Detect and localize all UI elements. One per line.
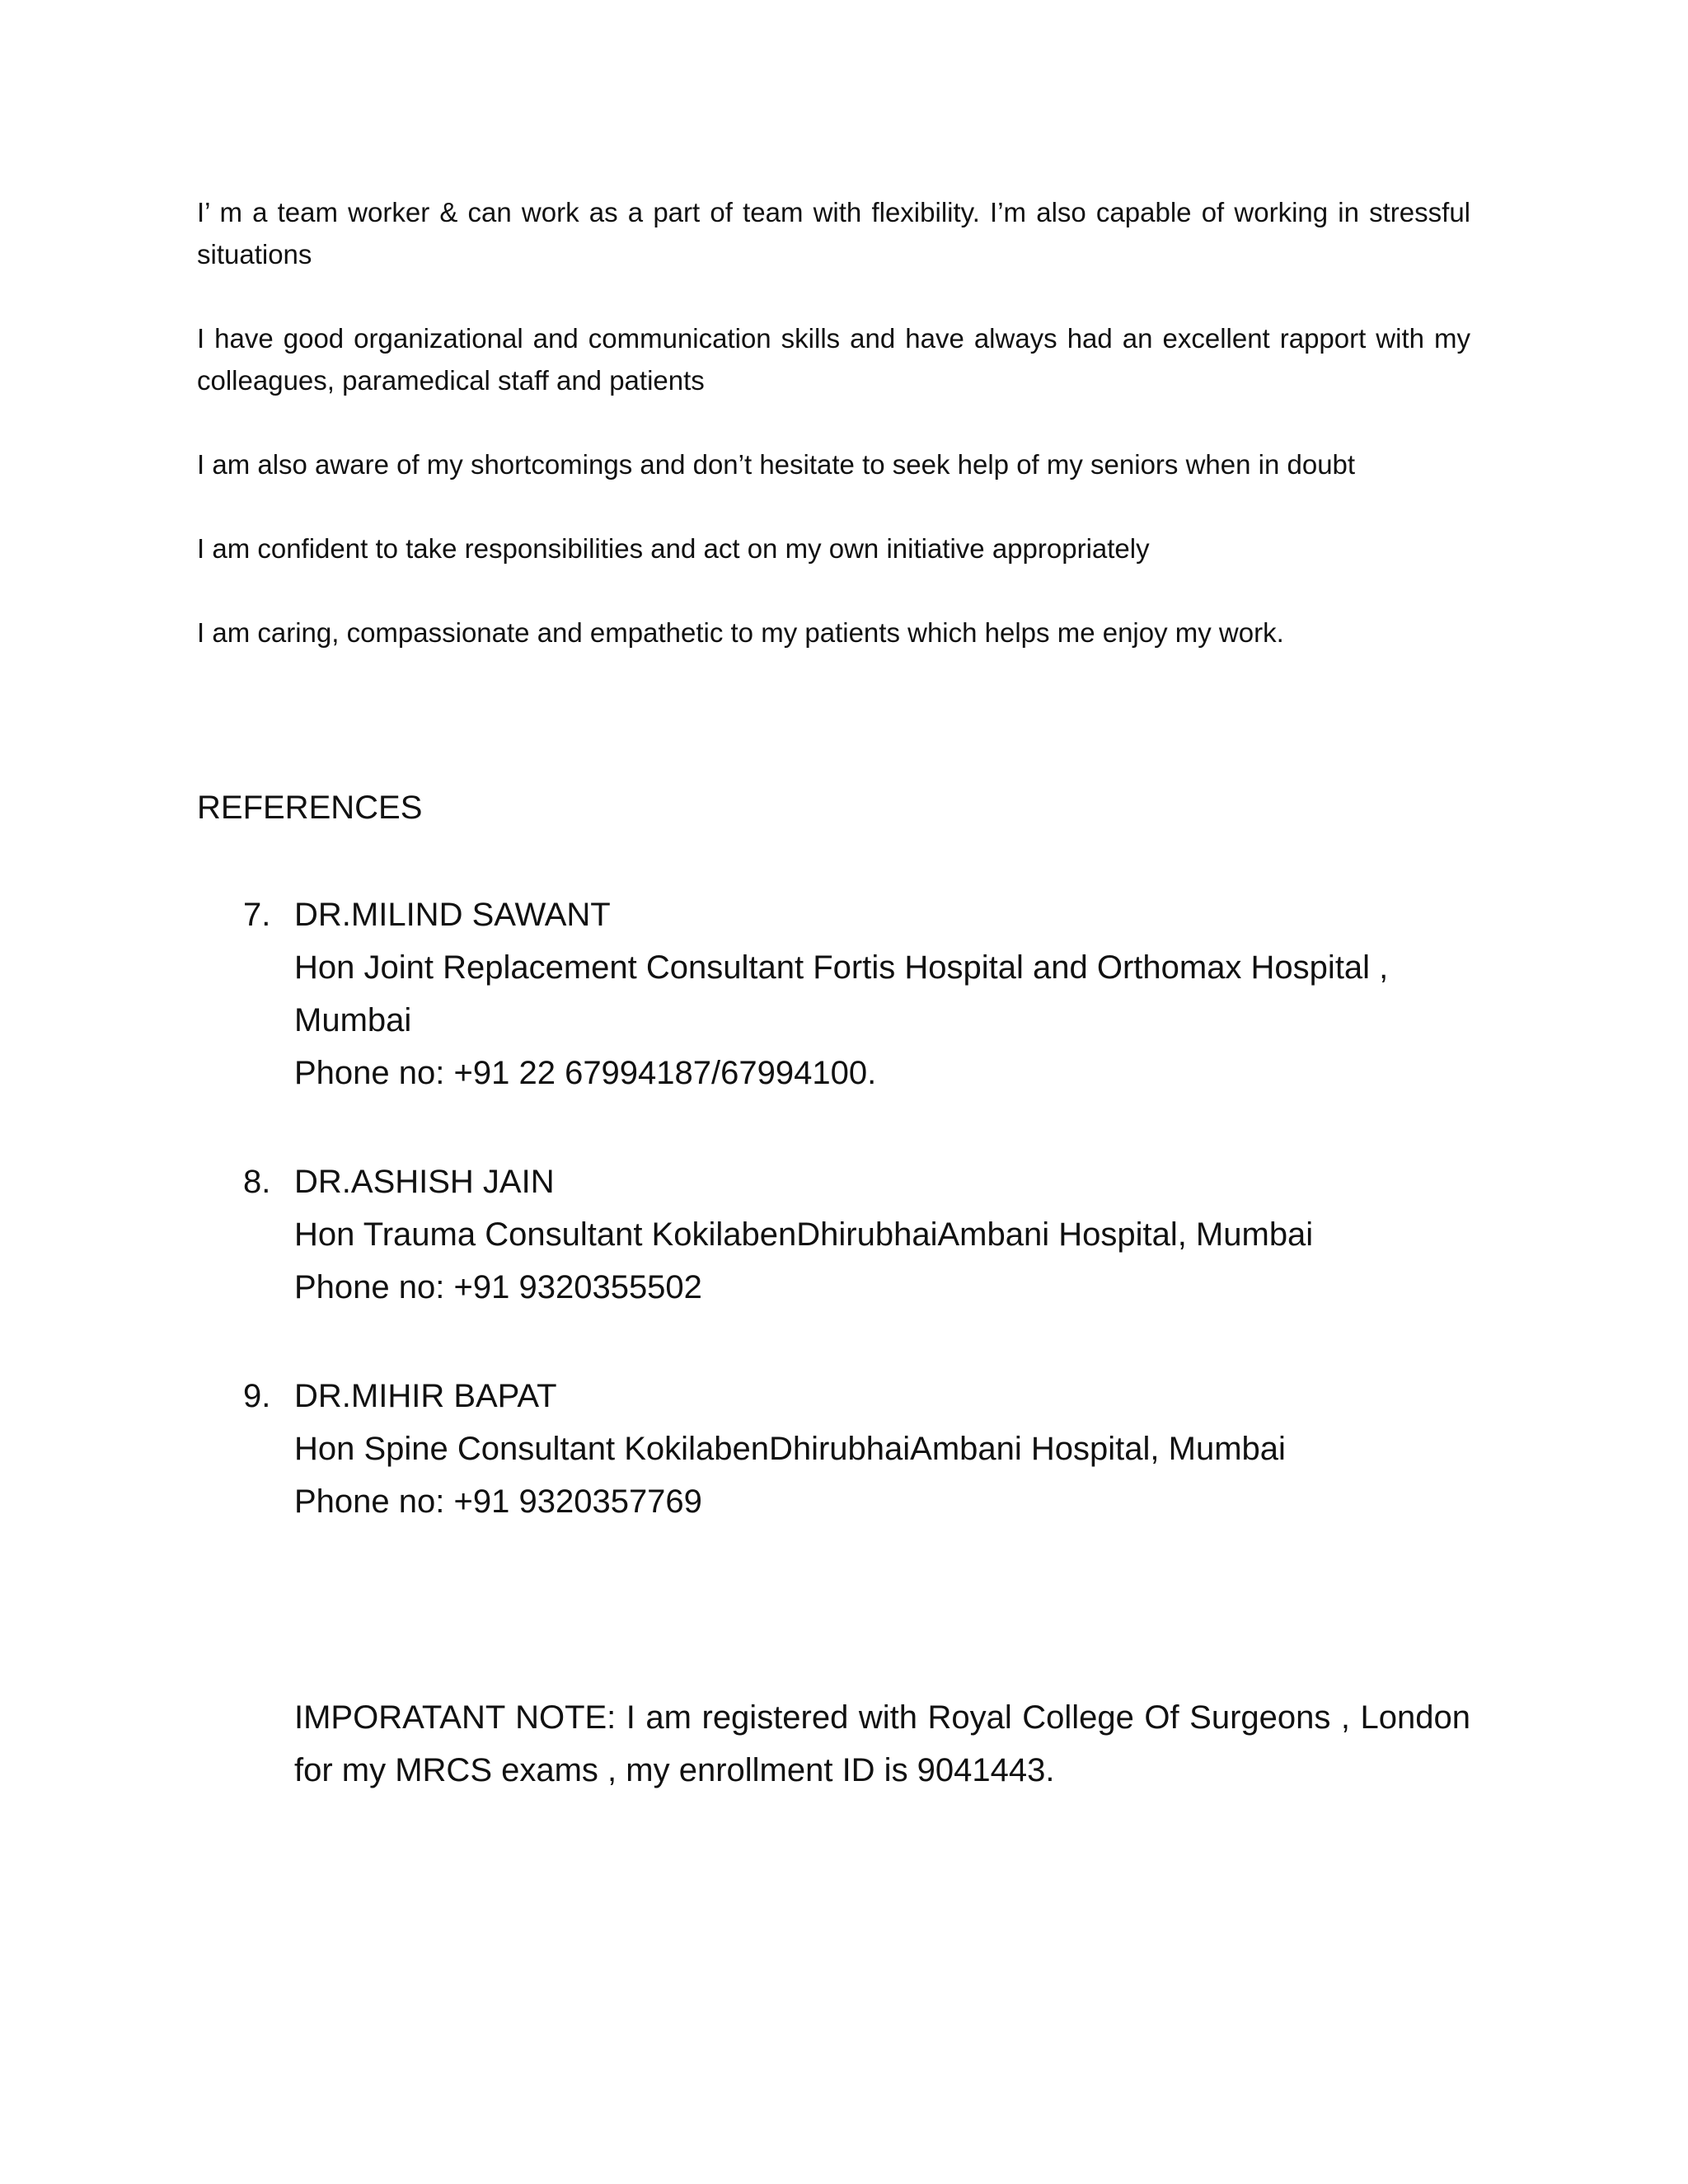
reference-number: 9. (243, 1378, 271, 1414)
reference-name: DR.MILIND SAWANT (294, 897, 611, 933)
reference-item (243, 888, 1479, 1099)
reference-item (243, 1370, 1479, 1528)
reference-phone: Phone no: +91 9320355502 (294, 1269, 702, 1305)
reference-position: Hon Joint Replacement Consultant Fortis Hospital and Orthomax Hospital , Mumbai (294, 949, 1389, 1038)
paragraph-caring: I am caring, compassionate and empathetic to my patients which helps me enjoy my work. (197, 617, 1284, 648)
reference-phone: Phone no: +91 22 67994187/67994100. (294, 1055, 877, 1091)
reference-item (243, 1155, 1479, 1314)
reference-name: DR.ASHISH JAIN (294, 1164, 555, 1200)
important-note: IMPORATANT NOTE: I am registered with Royal College Of Surgeons , London for my MRCS exams , my enrollment ID is 9041443. (294, 1699, 1470, 1788)
reference-phone: Phone no: +91 9320357769 (294, 1483, 702, 1520)
reference-position: Hon Trauma Consultant KokilabenDhirubhaiAmbani Hospital, Mumbai (294, 1216, 1314, 1253)
paragraph-communication: I have good organizational and communication skills and have always had an excellent rapport with my colleagues, paramedical staff and patients (197, 323, 1470, 396)
paragraph-shortcomings: I am also aware of my shortcomings and don’t hesitate to seek help of my seniors when in doubt (197, 449, 1356, 480)
reference-number: 8. (243, 1164, 271, 1200)
reference-number: 7. (243, 897, 271, 933)
references-heading: REFERENCES (197, 790, 423, 826)
paragraph-confidence: I am confident to take responsibilities and act on my own initiative appropriately (197, 533, 1150, 564)
reference-name: DR.MIHIR BAPAT (294, 1378, 557, 1414)
reference-position: Hon Spine Consultant KokilabenDhirubhaiAmbani Hospital, Mumbai (294, 1431, 1286, 1467)
paragraph-teamwork: I’ m a team worker & can work as a part of team with flexibility. I’m also capable of working in stressful situations (197, 197, 1470, 269)
